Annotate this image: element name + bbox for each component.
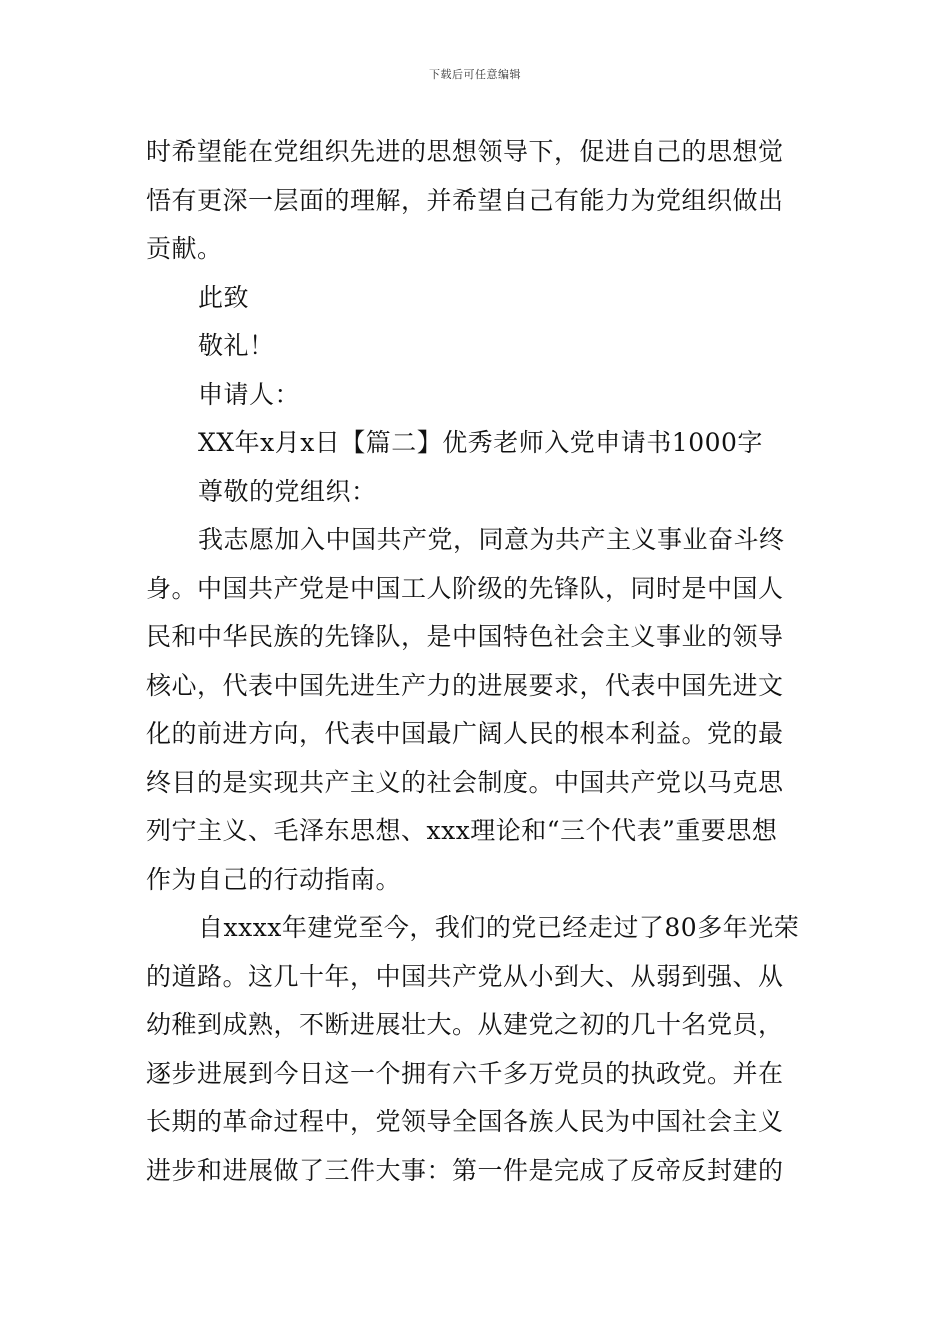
text-line: 时希望能在党组织先进的思想领导下，促进自己的思想觉 xyxy=(146,137,784,166)
text-line: 身。中国共产党是中国工人阶级的先锋队，同时是中国人 xyxy=(146,573,784,603)
text-line: 逐步进展到今日这一个拥有六千多万党员的执政党。并在 xyxy=(146,1058,784,1088)
applicant-label: 申请人： xyxy=(198,379,301,409)
document-body xyxy=(146,128,806,1195)
text-line: 核心，代表中国先进生产力的进展要求，代表中国先进文 xyxy=(146,670,784,700)
text-line: 民和中华民族的先锋队，是中国特色社会主义事业的领导 xyxy=(146,622,784,651)
text-line: 幼稚到成熟，不断进展壮大。从建党之初的几十名党员， xyxy=(146,1010,784,1039)
closing-regards: 敬礼！ xyxy=(198,331,275,360)
text-line: 作为自己的行动指南。 xyxy=(146,864,402,894)
text-line: 悟有更深一层面的理解，并希望自己有能力为党组织做出 xyxy=(146,185,784,215)
text-line: 进步和进展做了三件大事：第一件是完成了反帝反封建的 xyxy=(146,1155,784,1185)
letter-greeting: 尊敬的党组织： xyxy=(198,476,377,506)
text-line: 我志愿加入中国共产党，同意为共产主义事业奋斗终 xyxy=(198,525,785,554)
text-line: 贡献。 xyxy=(146,234,223,263)
closing-salutation: 此致 xyxy=(198,282,250,312)
date-and-section-title: XX年x月x日【篇二】优秀老师入党申请书1000字 xyxy=(198,428,763,457)
text-line: 长期的革命过程中，党领导全国各族人民为中国社会主义 xyxy=(146,1107,784,1136)
text-line: 自xxxx年建党至今，我们的党已经走过了80多年光荣 xyxy=(198,913,800,942)
page-header-note: 下载后可任意编辑 xyxy=(429,68,521,81)
text-line: 列宁主义、毛泽东思想、xxx理论和“三个代表”重要思想 xyxy=(146,816,778,845)
text-line: 的道路。这几十年，中国共产党从小到大、从弱到强、从 xyxy=(146,961,784,991)
text-line: 终目的是实现共产主义的社会制度。中国共产党以马克思 xyxy=(146,767,784,797)
text-line: 化的前进方向，代表中国最广阔人民的根本利益。党的最 xyxy=(146,719,784,748)
